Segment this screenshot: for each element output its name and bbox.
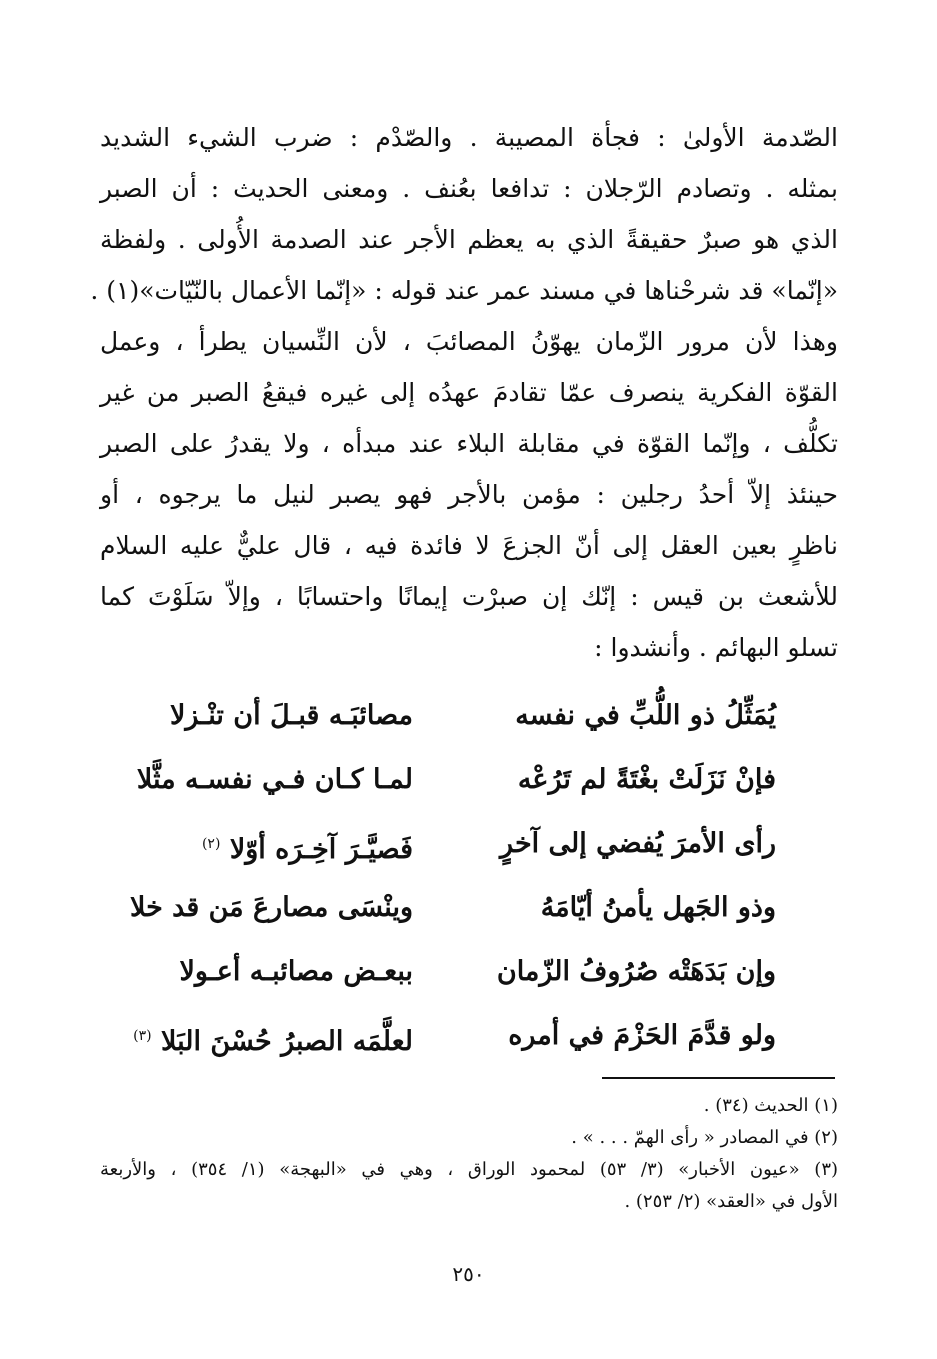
body-line: حينئذ إلاّ أحدُ رجلين : مؤمن بالأجر فهو يصبر لنيل ما يرجوه ، أو xyxy=(100,480,838,509)
body-line: تكلُّف ، وإنّما القوّة في مقابلة البلاء عند مبدأه ، ولا يقدرُ على الصبر xyxy=(100,429,838,458)
verse-second-hemistich: لعلَّمَه الصبرُ حُسْنَ البَلا $^{(٣)}$ xyxy=(133,1026,413,1057)
verse-second-hemistich: ببعـض مصائبـه أعـولا xyxy=(179,956,413,987)
poem xyxy=(100,690,838,1074)
footnote: (٢) في المصادر « رأى الهمّ . . . » . xyxy=(571,1127,838,1148)
verse-second-hemistich: فَصيَّـرَ آخِـرَه أوّلا $^{(٢)}$ xyxy=(201,834,413,865)
verse-first-hemistich: وإن بَدَهَتْه صُرُوفُ الزّمان xyxy=(496,956,776,987)
body-line: الصّدمة الأولىٰ : فجأة المصيبة . والصّدْم : ضرب الشيء الشديد xyxy=(100,123,838,152)
body-line: الذي هو صبرٌ حقيقةً الذي به يعظم الأجر عند الصدمة الأُولى . ولفظة xyxy=(100,225,838,254)
poem-verse xyxy=(100,946,838,1010)
verse-second-hemistich: وينْسَى مصارعَ مَن قد خلا xyxy=(129,892,413,923)
verse-second-hemistich: مصائبَـه قبـلَ أن تنْـزلا xyxy=(170,700,413,731)
poem-verse xyxy=(100,690,838,754)
body-line: ناظرٍ بعين العقل إلى أنّ الجزعَ لا فائدة فيه ، قال عليٌّ عليه السلام xyxy=(100,531,838,560)
verse-first-hemistich: فإنْ نَزَلَتْ بغْتَةً لم تَرُعْه xyxy=(517,764,776,795)
poem-verse xyxy=(100,882,838,946)
poem-verse xyxy=(100,818,838,882)
verse-first-hemistich: رأى الأمرَ يُفضي إلى آخرٍ xyxy=(500,828,776,859)
footnote: (١) الحديث (٣٤) . xyxy=(703,1095,838,1116)
footnotes xyxy=(100,1090,838,1218)
body-text xyxy=(90,112,838,673)
body-line: بمثله . وتصادم الرّجلان : تدافعا بعُنف . ومعنى الحديث : أن الصبر xyxy=(100,174,838,203)
page-number: ٢٥٠ xyxy=(452,1262,485,1286)
footnote-marker: (٣) xyxy=(133,1028,152,1044)
body-line: القوّة الفكرية ينصرف عمّا تقادمَ عهدُه إلى غيره فيقعُ الصبر من غير xyxy=(100,378,838,407)
footnote-separator xyxy=(602,1077,835,1079)
verse-first-hemistich: يُمَثِّلُ ذو اللُّبِّ في نفسه xyxy=(515,700,776,731)
body-line: «إنّما» قد شرحْناها في مسند عمر عند قوله : «إنّما الأعمال بالنّيّات»(١) . xyxy=(90,276,838,305)
verse-second-hemistich: لمـا كـان فـي نفسـه مثَّلا xyxy=(136,764,413,795)
poem-verse xyxy=(100,1010,838,1074)
poem-verse xyxy=(100,754,838,818)
body-line: تسلو البهائم . وأنشدوا : xyxy=(594,633,838,662)
footnote-continuation: الأول في «العقد» (٢/ ٢٥٣) . xyxy=(624,1191,838,1212)
verse-first-hemistich: وذو الجَهل يأمنُ أيّامَهُ xyxy=(540,892,776,923)
footnote: (٣) «عيون الأخبار» (٣/ ٥٣) لمحمود الوراق ، وهي في «البهجة» (١/ ٣٥٤) ، والأربعة xyxy=(100,1159,839,1180)
footnote-marker: (٢) xyxy=(201,836,221,852)
body-line: وهذا لأن مرور الزّمان يهوّنُ المصائبَ ، لأن النِّسيان يطرأ ، وعمل xyxy=(100,327,838,356)
verse-first-hemistich: ولو قدَّمَ الحَزْمَ في أمره xyxy=(508,1020,776,1051)
body-line: للأشعث بن قيس : إنّك إن صبرْت إيمانًا واحتسابًا ، وإلاّ سَلَوْتَ كما xyxy=(100,582,838,611)
